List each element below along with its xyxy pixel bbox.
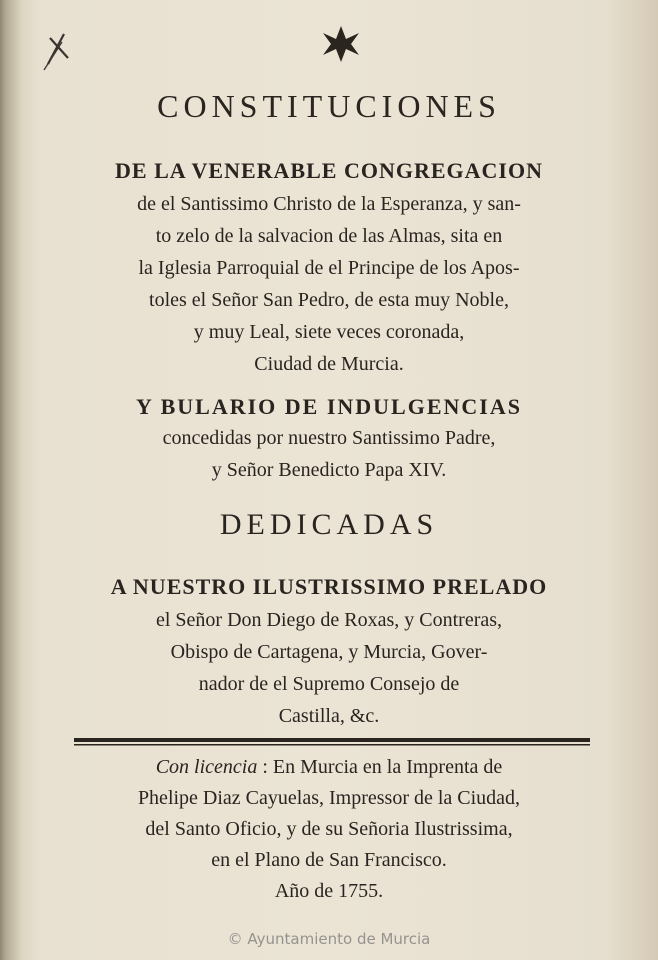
description-line: y muy Leal, siete veces coronada, <box>193 321 465 343</box>
cross-ornament-icon <box>318 22 364 66</box>
bulario-line: y Señor Benedicto Papa XIV. <box>211 459 447 481</box>
prelado-line: nador de el Supremo Consejo de <box>198 673 460 695</box>
bulario-line: concedidas por nuestro Santissimo Padre, <box>162 427 496 449</box>
license-label: Con licencia <box>155 756 258 778</box>
handwritten-mark-icon <box>34 24 82 74</box>
subtitle-heading: DE LA VENERABLE CONGREGACION <box>115 158 543 183</box>
prelado-line: el Señor Don Diego de Roxas, y Contreras, <box>155 609 503 631</box>
imprint-line: en el Plano de San Francisco. <box>211 849 447 871</box>
ornamental-rule <box>74 734 590 748</box>
publication-year: Año de 1755. <box>274 880 384 902</box>
bulario-block <box>0 422 658 486</box>
prelado-line: Obispo de Cartagena, y Murcia, Gover- <box>170 641 488 663</box>
bulario-heading: Y BULARIO DE INDULGENCIAS <box>136 394 522 419</box>
imprint-line: Phelipe Diaz Cayuelas, Impressor de la Ciudad, <box>137 787 521 809</box>
description-line: to zelo de la salvacion de las Almas, sita en <box>155 225 503 247</box>
description-block <box>0 188 658 380</box>
copyright-watermark: © Ayuntamiento de Murcia <box>227 930 431 948</box>
description-line: la Iglesia Parroquial de el Principe de los Apos- <box>138 257 520 279</box>
imprint-line: del Santo Oficio, y de su Señoria Ilustrissima, <box>145 818 513 840</box>
imprint-line <box>0 752 658 783</box>
prelado-line: Castilla, &c. <box>278 705 380 727</box>
description-line: de el Santissimo Christo de la Esperanza, y san- <box>137 193 521 215</box>
prelado-block <box>0 604 658 732</box>
description-line: toles el Señor San Pedro, de esta muy Noble, <box>149 289 509 311</box>
dedication-heading: DEDICADAS <box>219 508 439 541</box>
page-title: CONSTITUCIONES <box>157 88 501 124</box>
imprint-line-rest: : En Murcia en la Imprenta de <box>262 756 503 778</box>
imprint-block <box>0 752 658 907</box>
prelado-heading: A NUESTRO ILUSTRISSIMO PRELADO <box>110 574 548 599</box>
description-line: Ciudad de Murcia. <box>254 353 404 375</box>
